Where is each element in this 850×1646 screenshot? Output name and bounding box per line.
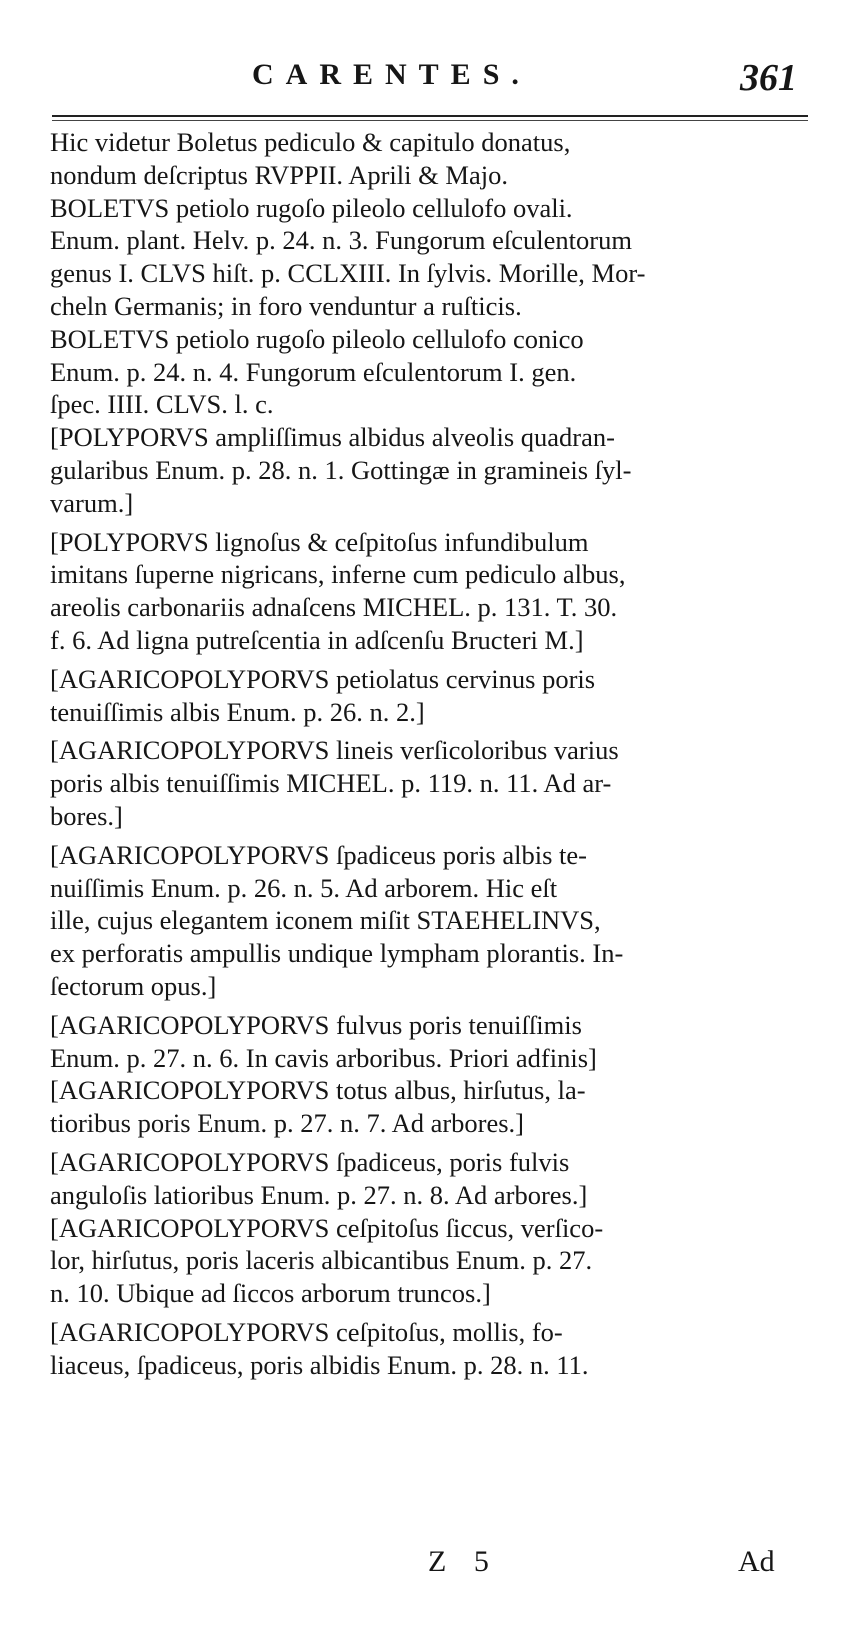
text-line: f. 6. Ad ligna putreſcentia in adſcenſu Bructeri M.] (50, 624, 584, 655)
paragraph (50, 1316, 806, 1382)
text-line: Enum. plant. Helv. p. 24. n. 3. Fungorum eſculentorum (50, 225, 632, 256)
paragraph (50, 421, 806, 519)
text-line: gularibus Enum. p. 28. n. 1. Gottingæ in gramineis ſyl- (50, 454, 632, 485)
header-rule (52, 115, 808, 117)
text-line: tenuiſſimis albis Enum. p. 26. n. 2.] (50, 696, 425, 727)
paragraph (50, 192, 806, 323)
running-head: CARENTES. (252, 58, 531, 91)
header-rule-thin (52, 120, 808, 121)
text-line: liaceus, ſpadiceus, poris albidis Enum. p. 28. n. 11. (50, 1349, 589, 1380)
text-line: lor, hirſutus, poris laceris albicantibus Enum. p. 27. (50, 1245, 593, 1276)
text-line: ille, cujus elegantem iconem miſit STAEHELINVS, (50, 905, 601, 936)
text-line: ex perforatis ampullis undique lympham plorantis. In- (50, 938, 624, 969)
page-footer (0, 1545, 850, 1585)
text-line: [AGARICOPOLYPORVS lineis verſicoloribus varius (50, 735, 619, 766)
signature-mark: Z 5 (428, 1545, 499, 1578)
text-line: anguloſis latioribus Enum. p. 27. n. 8. Ad arbores.] (50, 1179, 588, 1210)
paragraph (50, 839, 806, 1003)
text-line: n. 10. Ubique ad ſiccos arborum truncos.] (50, 1278, 491, 1309)
catchword: Ad (738, 1545, 775, 1578)
text-line: Enum. p. 27. n. 6. In cavis arboribus. Priori adfinis] (50, 1042, 597, 1073)
text-line: imitans ſuperne nigricans, inferne cum pediculo albus, (50, 559, 626, 590)
paragraph (50, 126, 806, 192)
page-header (0, 56, 850, 106)
text-line: BOLETVS petiolo rugoſo pileolo cellulofo ovali. (50, 192, 573, 223)
text-line: bores.] (50, 800, 123, 831)
text-line: ſpec. IIII. CLVS. l. c. (50, 389, 274, 420)
paragraph (50, 526, 806, 657)
text-line: BOLETVS petiolo rugoſo pileolo cellulofo conico (50, 323, 584, 354)
text-line: ſectorum opus.] (50, 970, 217, 1001)
paragraph (50, 734, 806, 832)
text-line: areolis carbonariis adnaſcens MICHEL. p. 131. T. 30. (50, 592, 618, 623)
text-line: Hic videtur Boletus pediculo & capitulo donatus, (50, 127, 571, 157)
text-line: nondum deſcriptus RVPPII. Aprili & Majo. (50, 159, 508, 190)
text-line: genus I. CLVS hiſt. p. CCLXIII. In ſylvis. Morille, Mor- (50, 258, 646, 289)
text-line: cheln Germanis; in foro venduntur a ruſticis. (50, 290, 522, 321)
text-line: [AGARICOPOLYPORVS ceſpitoſus, mollis, fo- (50, 1316, 563, 1347)
page-number: 361 (740, 57, 797, 99)
paragraph (50, 1212, 806, 1310)
paragraph (50, 1009, 806, 1075)
text-line: tioribus poris Enum. p. 27. n. 7. Ad arbores.] (50, 1108, 525, 1139)
text-line: [AGARICOPOLYPORVS fulvus poris tenuiſſimis (50, 1009, 582, 1040)
text-line: poris albis tenuiſſimis MICHEL. p. 119. n. 11. Ad ar- (50, 768, 612, 799)
paragraph (50, 663, 806, 729)
text-line: Enum. p. 24. n. 4. Fungorum eſculentorum I. gen. (50, 356, 577, 387)
text-line: [POLYPORVS lignoſus & ceſpitoſus infundibulum (50, 526, 589, 557)
text-line: [AGARICOPOLYPORVS ceſpitoſus ſiccus, verſico- (50, 1212, 604, 1243)
paragraph (50, 1074, 806, 1140)
text-line: [AGARICOPOLYPORVS totus albus, hirſutus, la- (50, 1075, 586, 1106)
text-line: nuiſſimis Enum. p. 26. n. 5. Ad arborem. Hic eſt (50, 872, 558, 903)
text-line: [POLYPORVS ampliſſimus albidus alveolis quadran- (50, 422, 615, 453)
text-line: varum.] (50, 487, 134, 518)
text-line: [AGARICOPOLYPORVS petiolatus cervinus poris (50, 663, 596, 694)
body-text (50, 126, 806, 1381)
text-line: [AGARICOPOLYPORVS ſpadiceus poris albis te- (50, 839, 587, 870)
paragraph (50, 1146, 806, 1212)
paragraph (50, 323, 806, 421)
text-line: [AGARICOPOLYPORVS ſpadiceus, poris fulvis (50, 1146, 570, 1177)
